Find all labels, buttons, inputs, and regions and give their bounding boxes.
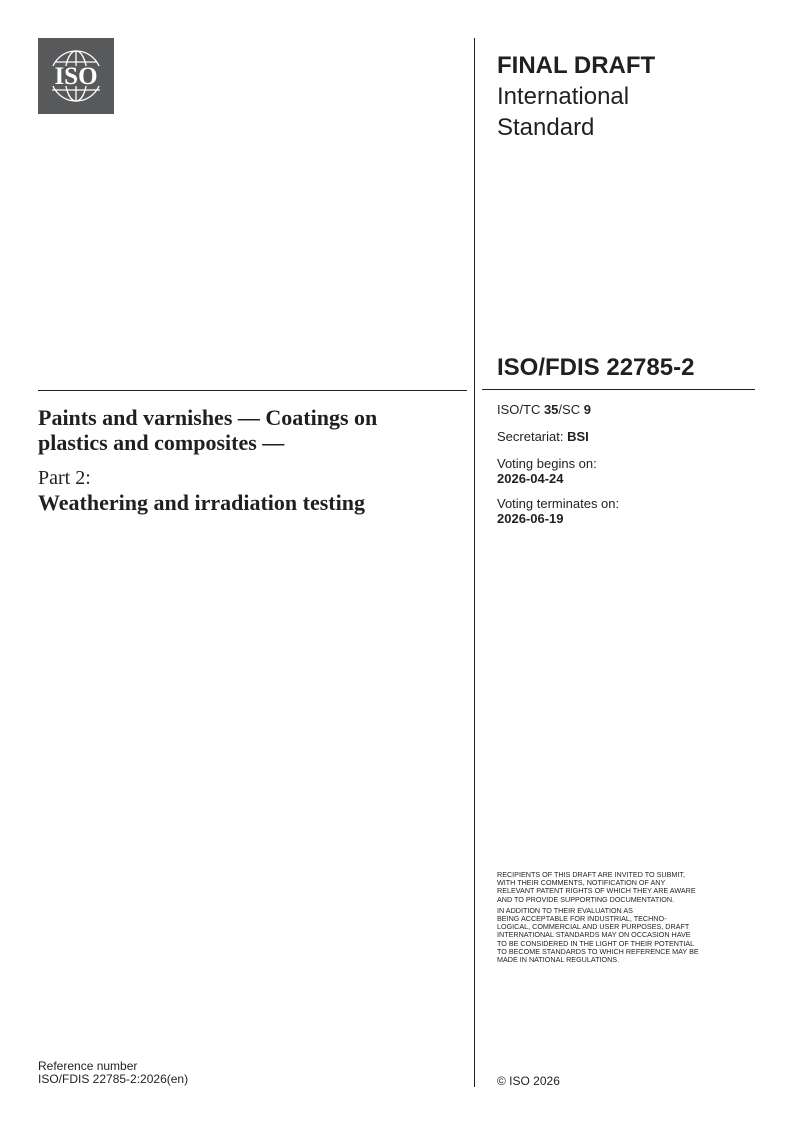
sc-prefix: /SC xyxy=(558,402,584,417)
logo-text: ISO xyxy=(54,63,98,90)
tc-prefix: ISO/TC xyxy=(497,402,544,417)
vertical-divider xyxy=(474,38,475,1087)
voting-begins-label: Voting begins on: xyxy=(497,456,597,471)
status-line-3: Standard xyxy=(497,114,595,141)
sc-number: 9 xyxy=(583,402,591,417)
status-line-1: FINAL DRAFT xyxy=(497,52,656,79)
notice-line: RELEVANT PATENT RIGHTS OF WHICH THEY ARE AWARE xyxy=(497,886,696,896)
notice-line: BEING ACCEPTABLE FOR INDUSTRIAL, TECHNO- xyxy=(497,914,667,924)
notice-line: WITH THEIR COMMENTS, NOTIFICATION OF ANY xyxy=(497,878,666,888)
notice-line: TO BE CONSIDERED IN THE LIGHT OF THEIR POTENTIAL xyxy=(497,938,695,948)
voting-terminates-label: Voting terminates on: xyxy=(497,496,620,511)
main-title xyxy=(38,405,458,455)
iso-logo xyxy=(38,38,114,114)
status-line-2: International xyxy=(497,83,630,110)
document-metadata xyxy=(497,402,757,538)
voting-terminates-date xyxy=(497,511,757,526)
voting-begins-date xyxy=(497,471,757,486)
secretariat-line xyxy=(497,429,757,444)
document-designation: ISO/FDIS 22785-2 xyxy=(497,354,695,381)
voting-begins-date-value: 2026-04-24 xyxy=(497,471,564,486)
notice-line: AND TO PROVIDE SUPPORTING DOCUMENTATION. xyxy=(497,894,675,904)
secretariat-value: BSI xyxy=(567,429,589,444)
reference-value: ISO/FDIS 22785-2:2026(en) xyxy=(38,1072,189,1086)
right-horizontal-rule xyxy=(482,389,755,390)
voting-terminates-date-value: 2026-06-19 xyxy=(497,511,564,526)
globe-icon xyxy=(38,38,114,114)
reference-number xyxy=(38,1060,188,1086)
notice-line: MADE IN NATIONAL REGULATIONS. xyxy=(497,955,620,965)
notice-line: TO BECOME STANDARDS TO WHICH REFERENCE MAY BE xyxy=(497,946,699,956)
notice-line: IN ADDITION TO THEIR EVALUATION AS xyxy=(497,905,633,915)
part-title: Weathering and irradiation testing xyxy=(38,490,365,515)
draft-notice xyxy=(497,871,759,967)
notice-line: LOGICAL, COMMERCIAL AND USER PURPOSES, DRAFT xyxy=(497,922,690,932)
document-title xyxy=(38,405,458,515)
notice-paragraph-2 xyxy=(497,907,759,964)
main-title-line-2: plastics and composites — xyxy=(38,430,285,455)
secretariat-label: Secretariat: xyxy=(497,429,568,444)
voting-terminates xyxy=(497,496,757,526)
part-label: Part 2: xyxy=(38,467,91,489)
voting-begins xyxy=(497,456,757,486)
tc-number: 35 xyxy=(543,402,559,417)
left-horizontal-rule xyxy=(38,390,467,391)
notice-line: RECIPIENTS OF THIS DRAFT ARE INVITED TO SUBMIT, xyxy=(497,870,685,879)
document-status xyxy=(497,50,747,143)
committee-line xyxy=(497,402,757,417)
reference-label: Reference number xyxy=(38,1059,138,1073)
notice-line: INTERNATIONAL STANDARDS MAY ON OCCASION HAVE xyxy=(497,930,691,940)
notice-paragraph-1 xyxy=(497,871,759,904)
copyright-notice: © ISO 2026 xyxy=(497,1074,560,1088)
main-title-line-1: Paints and varnishes — Coatings on xyxy=(38,405,378,430)
